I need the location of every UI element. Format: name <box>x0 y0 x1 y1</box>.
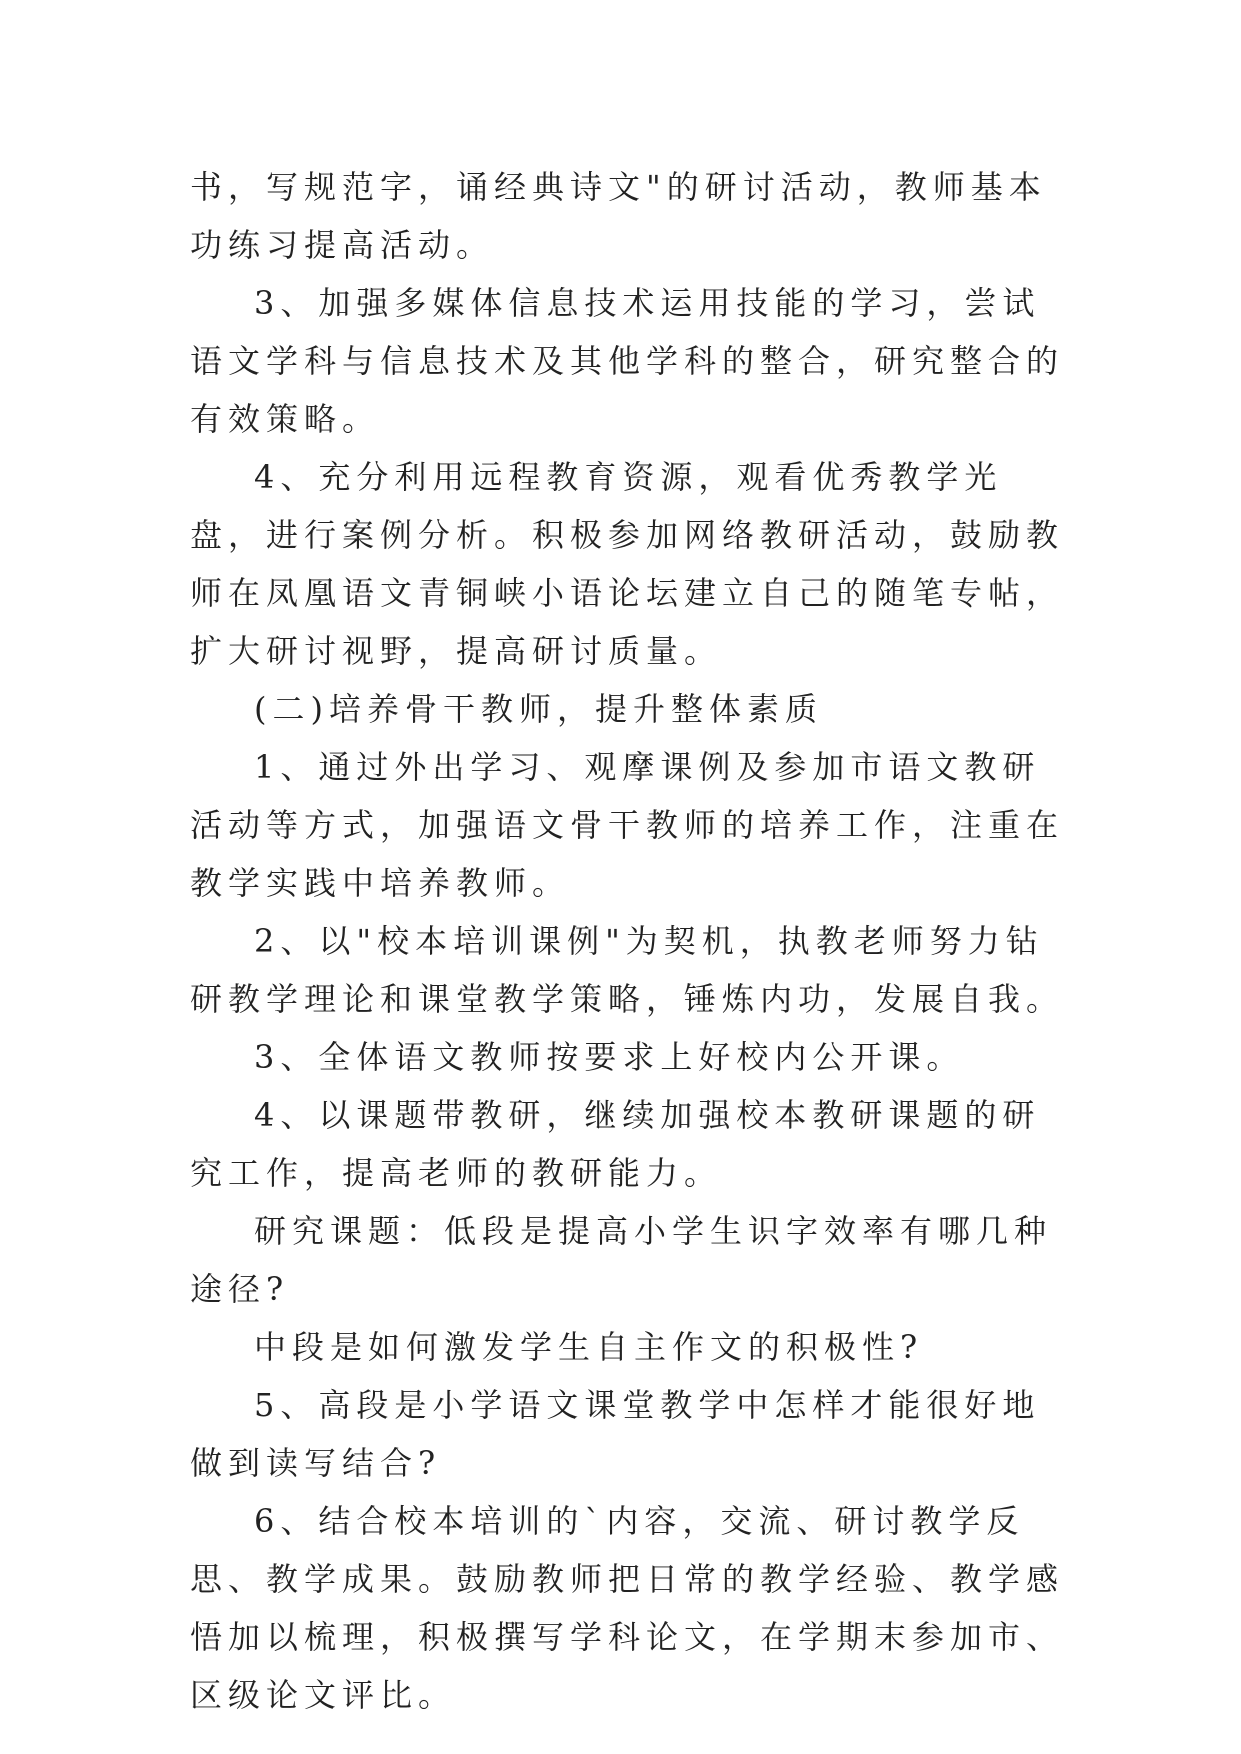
paragraph-4: 1、通过外出学习、观摩课例及参加市语文教研活动等方式，加强语文骨干教师的培养工作，注重在教学实践中培养教师。 <box>190 748 1065 902</box>
research-topic-low: 研究课题：低段是提高小学生识字效率有哪几种途径? <box>190 1212 1053 1308</box>
paragraph-7: 4、以课题带教研，继续加强校本教研课题的研究工作，提高老师的教研能力。 <box>190 1096 1041 1192</box>
paragraph-3: 4、充分利用远程教育资源，观看优秀教学光盘，进行案例分析。积极参加网络教研活动，鼓励教师在凤凰语文青铜峡小语论坛建立自己的随笔专帖，扩大研讨视野，提高研讨质量。 <box>190 458 1065 670</box>
paragraph-8: 5、高段是小学语文课堂教学中怎样才能很好地做到读写结合? <box>190 1386 1041 1482</box>
paragraph-1: 书，写规范字，诵经典诗文"的研讨活动，教师基本功练习提高活动。 <box>190 168 1047 264</box>
paragraph-6: 3、全体语文教师按要求上好校内公开课。 <box>254 1038 965 1076</box>
paragraph-5: 2、以"校本培训课例"为契机，执教老师努力钻研教学理论和课堂教学策略，锤炼内功，发展自我。 <box>190 922 1065 1018</box>
paragraph-9: 6、结合校本培训的`内容，交流、研讨教学反思、教学成果。鼓励教师把日常的教学经验、教学感悟加以梳理，积极撰写学科论文，在学期末参加市、区级论文评比。 <box>190 1502 1065 1714</box>
section-heading: (二)培养骨干教师，提升整体素质 <box>254 690 823 728</box>
paragraph-2: 3、加强多媒体信息技术运用技能的学习，尝试语文学科与信息技术及其他学科的整合，研究整合的有效策略。 <box>190 284 1065 438</box>
research-topic-mid: 中段是如何激发学生自主作文的积极性? <box>254 1328 924 1366</box>
document-body <box>190 158 1070 1724</box>
